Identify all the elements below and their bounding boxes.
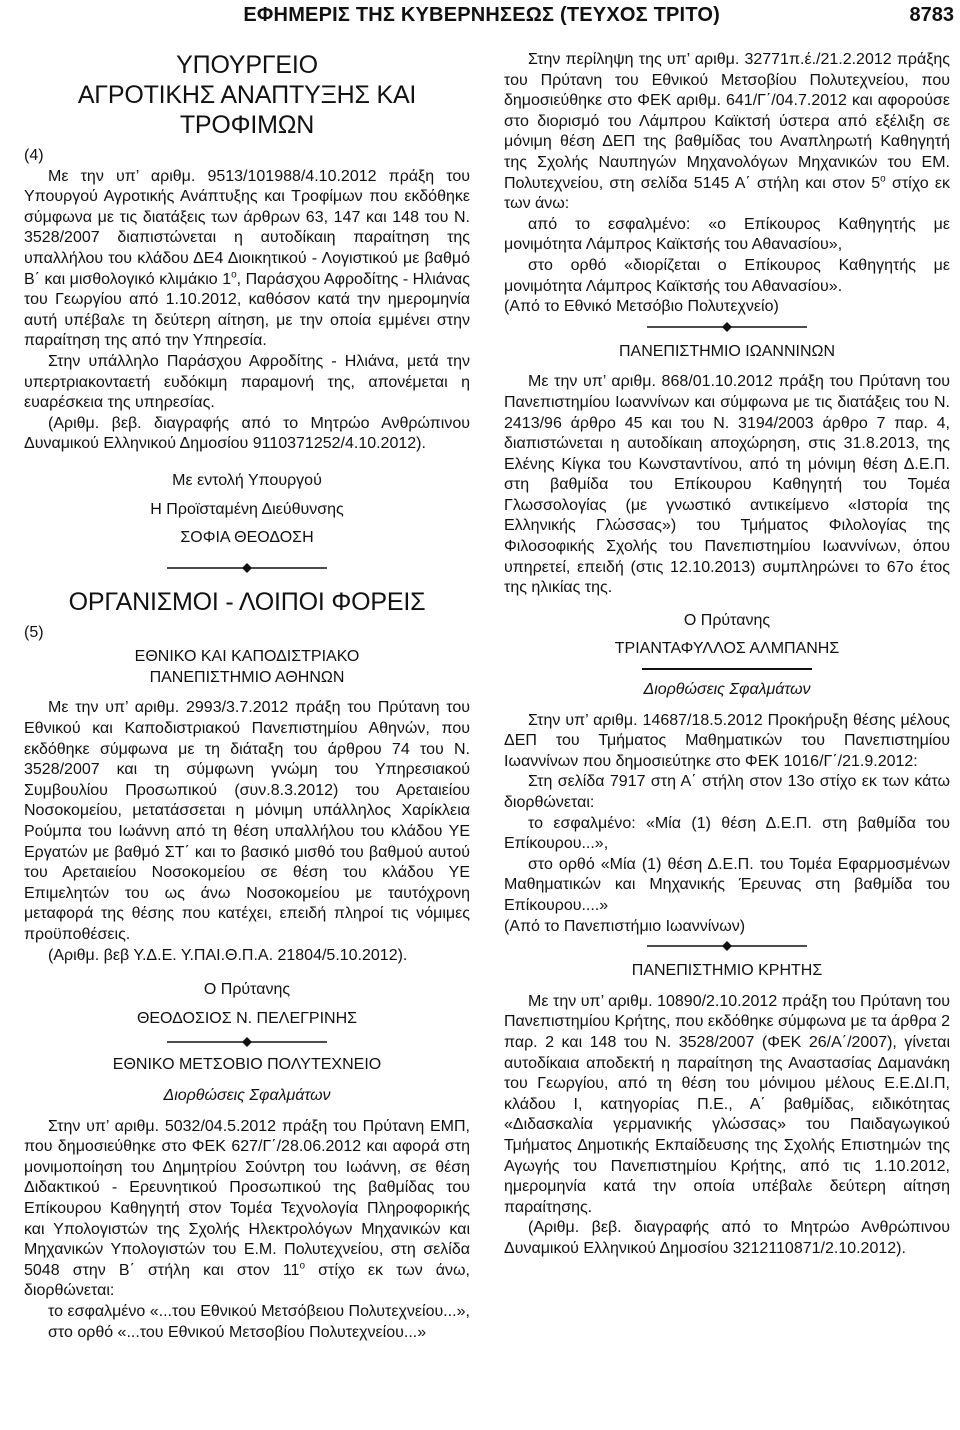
decision-5-paragraph-1: Με την υπ’ αριθμ. 2993/3.7.2012 πράξη του Πρύτανη του Εθνικού και Καποδιστριακού Πανεπιστημίου Αθηνών, που εκδόθηκε σύμφωνα με τη διάταξη του άρθρου 74 του Ν. 3528/2007 και τη σύμφωνη γνώμη του Υπηρεσιακού Συμβουλίου Προσωπικού (συν.8.3.2012) του Αρεταιείου Νοσοκομείου, μετατάσσεται η μόνιμη υπάλληλος Χαρίκλεια Ρούμπα του Ιωάννη από τη θέση υπαλλήλου του κλάδου ΥΕ Εργατών με βαθμό ΣΤ΄ και το βασικό μισθό του βαθμού αυτού του Αρεταιείου Νοσοκομείου σε θέση του κλάδου ΥΕ Επιμελητών του ως άνω Νοσοκομείου με ταυτόχρονη μεταφορά της θέσης που κατέχει, επειδή πληροί τις νόμιμες προϋποθέσεις. <box>24 699 470 943</box>
decision-4-paragraph-3: (Αριθμ. βεβ. διαγραφής από το Μητρώο Ανθρώπινου Δυναμικού Ελληνικού Δημοσίου 9110371252/4.10.2012). <box>24 414 470 453</box>
corrections-heading: Διορθώσεις Σφαλμάτων <box>163 1086 331 1104</box>
institution-name: ΠΑΝΕΠΙΣΤΗΜΙΟ ΙΩΑΝΝΙΝΩΝ <box>618 342 836 360</box>
decision-4-paragraph-2: Στην υπάλληλο Παράσχου Αφροδίτης - Ηλιάνα, μετά την υπερτριακονταετή ευδόκιμη παραμονή της, απονέμεται η ευαρέσκεια της υπηρεσίας. <box>24 352 470 412</box>
corrections-heading: Διορθώσεις Σφαλμάτων <box>643 681 811 699</box>
correction-paragraph-5: Στην υπ’ αριθμ. 14687/18.5.2012 Προκήρυξη θέσης μέλους ΔΕΠ του Τμήματος Μαθηματικών του Πανεπιστημίου Ιωαννίνων που δημοσιεύτηκε στο ΦΕΚ 1016/Γ΄/21.9.2012: <box>504 711 950 770</box>
correction-text-b: στίχο εκ των άνω: <box>504 174 950 213</box>
decision-6-paragraph-3: στο ορθό «...του Εθνικού Μετσοβίου Πολυτεχνείου...» <box>48 1323 427 1341</box>
separator-diamond <box>167 1037 327 1047</box>
ioannina-signature <box>504 611 950 660</box>
decision-5-signature <box>24 980 470 1029</box>
signature-role: Η Προϊσταμένη Διεύθυνσης <box>150 500 344 518</box>
decision-4-paragraph-1 <box>24 167 470 352</box>
decision-crete-reference: (Αριθμ. βεβ. διαγραφής από το Μητρώο Ανθρώπινου Δυναμικού Ελληνικού Δημοσίου 3212110871/2.10.2012). <box>504 1219 950 1257</box>
institution-name <box>24 647 470 688</box>
signature-name: ΣΟΦΙΑ ΘΕΟΔΟΣΗ <box>180 529 314 547</box>
ministry-heading-line1: ΥΠΟΥΡΓΕΙΟ <box>176 51 318 79</box>
ministry-heading-line2: ΑΓΡΟΤΙΚΗΣ ΑΝΑΠΤΥΞΗΣ ΚΑΙ ΤΡΟΦΙΜΩΝ <box>77 81 417 139</box>
signature-role: Ο Πρύτανης <box>683 611 771 629</box>
decision-crete-paragraph: Με την υπ’ αριθμ. 10890/2.10.2012 πράξη του Πρύτανη του Πανεπιστημίου Κρήτης, που εκδόθηκε σύμφωνα με τα άρθρα 2 παρ. 2 και 148 του Ν. 3528/2007 (ΦΕΚ 26/Α΄/2007), γίνεται αυτοδίκαια αποδεκτή η παραίτηση της Αναστασίας Δαμανάκη του Γεωργίου, από τη θέση του μόνιμου μέλους Ε.Ε.ΔΙ.Π, κλάδου Ι, κατηγορίας Π.Ε., Α΄ βαθμίδας, ειδικότητας «Διδασκαλία γερμανικής γλώσσας» του Παιδαγωγικού Τμήματος Δημοτικής Εκπαίδευσης της Σχολής Επιστημών της Αγωγής του Πανεπιστημίου Κρήτης, από τις 1.10.2012, ημερομηνία κατά την οποία υπέβαλε δεύτερη αίτηση παραίτησης. <box>504 992 950 1216</box>
source-note: (Από το Πανεπιστήμιο Ιωαννίνων) <box>504 917 746 935</box>
institution-name-line2: ΠΑΝΕΠΙΣΤΗΜΙΟ ΑΘΗΝΩΝ <box>149 668 345 686</box>
decision-4-text-b: , Παράσχου Αφροδίτης - Ηλιάνας του Γεωργίου από 1.10.2012, καθόσον κατά την ημερομηνία αυτή υπέβαλε τη δεύτερη αίτηση, με την οποία εμμένει στην παραίτηση της από την Υπηρεσία. <box>24 270 470 350</box>
correction-paragraph-1 <box>504 50 950 215</box>
signature-role: Ο Πρύτανης <box>203 981 291 999</box>
institution-name: ΠΑΝΕΠΙΣΤΗΜΙΟ ΚΡΗΤΗΣ <box>631 962 823 980</box>
institution-name: ΕΘΝΙΚΟ ΜΕΤΣΟΒΙΟ ΠΟΛΥΤΕΧΝΕΙΟ <box>112 1056 382 1074</box>
decision-number-4: (4) <box>24 147 44 164</box>
correction-paragraph-2: από το εσφαλμένο: «ο Επίκουρος Καθηγητής με μονιμότητα Λάμπρος Καϊκτσής του Αθανασίου», <box>504 215 950 254</box>
superscript: ο <box>880 173 886 185</box>
page-header <box>0 2 960 32</box>
section-heading: ΟΡΓΑΝΙΣΜΟΙ - ΛΟΙΠΟΙ ΦΟΡΕΙΣ <box>68 587 426 616</box>
separator-diamond <box>167 563 327 573</box>
decision-6-text-b: στίχο εκ των άνω, διορθώνεται: <box>24 1261 470 1300</box>
correction-paragraph-8: στο ορθό «Μία (1) θέση Δ.Ε.Π. του Τομέα Εφαρμοσμένων Μαθηματικών και Μηχανικής Έρευνας στη βαθμίδα του Επίκουρου....» <box>504 855 950 914</box>
decision-4-signature <box>24 471 470 549</box>
signature-order: Με εντολή Υπουργού <box>172 471 322 489</box>
separator-line <box>642 668 812 670</box>
decision-number-5: (5) <box>24 623 44 641</box>
correction-paragraph-6: Στη σελίδα 7917 στη Α΄ στήλη στον 13ο στίχο εκ των κάτω διορθώνεται: <box>504 773 950 811</box>
decision-4-text-a: Με την υπ’ αριθμ. 9513/101988/4.10.2012 πράξη του Υπουργού Αγροτικής Ανάπτυξης και Τροφίμων που εκδόθηκε σύμφωνα με τις διατάξεις των άρθρων 63, 147 και 148 του Ν. 3528/2007 διαπιστώνεται η αυτοδίκαιη παραίτηση της υπαλλήλου του κλάδου ΔΕ4 Διοικητικού - Λογιστικού με βαθμό Β΄ και μισθολογικό κλιμάκιο 1 <box>24 167 470 288</box>
decision-6-paragraph-1 <box>24 1117 470 1302</box>
left-column <box>24 50 470 1343</box>
decision-6-text-a: Στην υπ’ αριθμ. 5032/04.5.2012 πράξη του Πρύτανη ΕΜΠ, που δημοσιεύθηκε στο ΦΕΚ 627/Γ΄/28.06.2012 και αφορά στη μονιμοποίηση του Δημητρίου Σούντρη του Ιωάννη, σε θέση Διδακτικού - Ερευνητικού Προσωπικού της βαθμίδας του Επίκουρου Καθηγητή στον Τομέα Τεχνολογία Πληροφορικής και Υπολογιστών της Σχολής Ηλεκτρολόγων Μηχανικών και Μηχανικών Υπολογιστών του Ε.Μ. Πολυτεχνείου, στη σελίδα 5048 στην Β΄ στήλη και στον 11 <box>24 1117 470 1279</box>
correction-text-a: Στην περίληψη της υπ’ αριθμ. 32771π.έ./21.2.2012 πράξης του Πρύτανη του Εθνικού Μετσοβίου Πολυτεχνείου, που δημοσιεύθηκε στο ΦΕΚ αριθμ. 641/Γ΄/04.7.2012 και αφορούσε στο διορισμό του Λάμπρου Καϊκτσή ύστερα από εξέλιξη σε μόνιμη θέση ΔΕΠ της βαθμίδας του Αναπληρωτή Καθηγητή της Σχολής Ναυπηγών Μηχανολόγων Μηχανικών του ΕΜ. Πολυτεχνείου, στη σελίδα 5145 Α΄ στήλη και στον 5 <box>504 51 950 192</box>
separator-diamond <box>647 941 807 951</box>
separator-diamond <box>647 322 807 332</box>
correction-paragraph-7: το εσφαλμένο: «Μία (1) θέση Δ.Ε.Π. στη βαθμίδα του Επίκουρου...», <box>504 814 950 853</box>
source-note: (Από το Εθνικό Μετσόβιο Πολυτεχνείο) <box>504 298 779 316</box>
correction-paragraph-3: στο ορθό «διορίζεται ο Επίκουρος Καθηγητής με μονιμότητα Λάμπρος Καϊκτσής του Αθανασίου». <box>504 256 950 295</box>
decision-5-paragraph-2: (Αριθμ. βεβ Υ.Δ.Ε. Υ.ΠΑΙ.Θ.Π.Α. 21804/5.10.2012). <box>48 946 408 964</box>
signature-name: ΘΕΟΔΟΣΙΟΣ Ν. ΠΕΛΕΓΡΙΝΗΣ <box>136 1009 358 1027</box>
page-number: 8783 <box>909 4 954 26</box>
decision-ioannina-paragraph: Με την υπ’ αριθμ. 868/01.10.2012 πράξη του Πρύτανη του Πανεπιστημίου Ιωαννίνων και σύμφωνα με τις διατάξεις του Ν. 2413/96 άρθρο 45 και του Ν. 3194/2003 άρθρο 7 παρ. 4, διαπιστώνεται η αυτοδίκαιη αποχώρηση, στις 31.8.2013, της Ελένης Κίγκα του Κωνσταντίνου, από τη μόνιμη θέση Δ.Ε.Π. στη βαθμίδα του Επίκουρου Καθηγητή του Τομέα Γλωσσολογίας (με γνωστικό αντικείμενο «Ιστορία της Ελληνικής Γλώσσας») του Τμήματος Φιλολογίας της Φιλοσοφικής Σχολής του Πανεπιστημίου Ιωαννίνων, όπου υπηρετεί, επειδή (στις 12.10.2013) συμπληρώνει το 67ο έτος της ηλικίας της. <box>504 373 950 597</box>
gazette-title: ΕΦΗΜΕΡΙΣ ΤΗΣ ΚΥΒΕΡΝΗΣΕΩΣ (ΤΕΥΧΟΣ ΤΡΙΤΟ) <box>243 4 720 26</box>
decision-6-paragraph-2: το εσφαλμένο «...του Εθνικού Μετσόβειου Πολυτεχνείου...», <box>48 1302 470 1320</box>
superscript: ο <box>231 269 237 281</box>
institution-name-line1: ΕΘΝΙΚΟ ΚΑΙ ΚΑΠΟΔΙΣΤΡΙΑΚΟ <box>134 648 360 666</box>
ministry-heading <box>24 50 470 140</box>
signature-name: ΤΡΙΑΝΤΑΦΥΛΛΟΣ ΑΛΜΠΑΝΗΣ <box>614 640 840 658</box>
superscript: ο <box>299 1260 306 1272</box>
right-column <box>504 50 950 1259</box>
